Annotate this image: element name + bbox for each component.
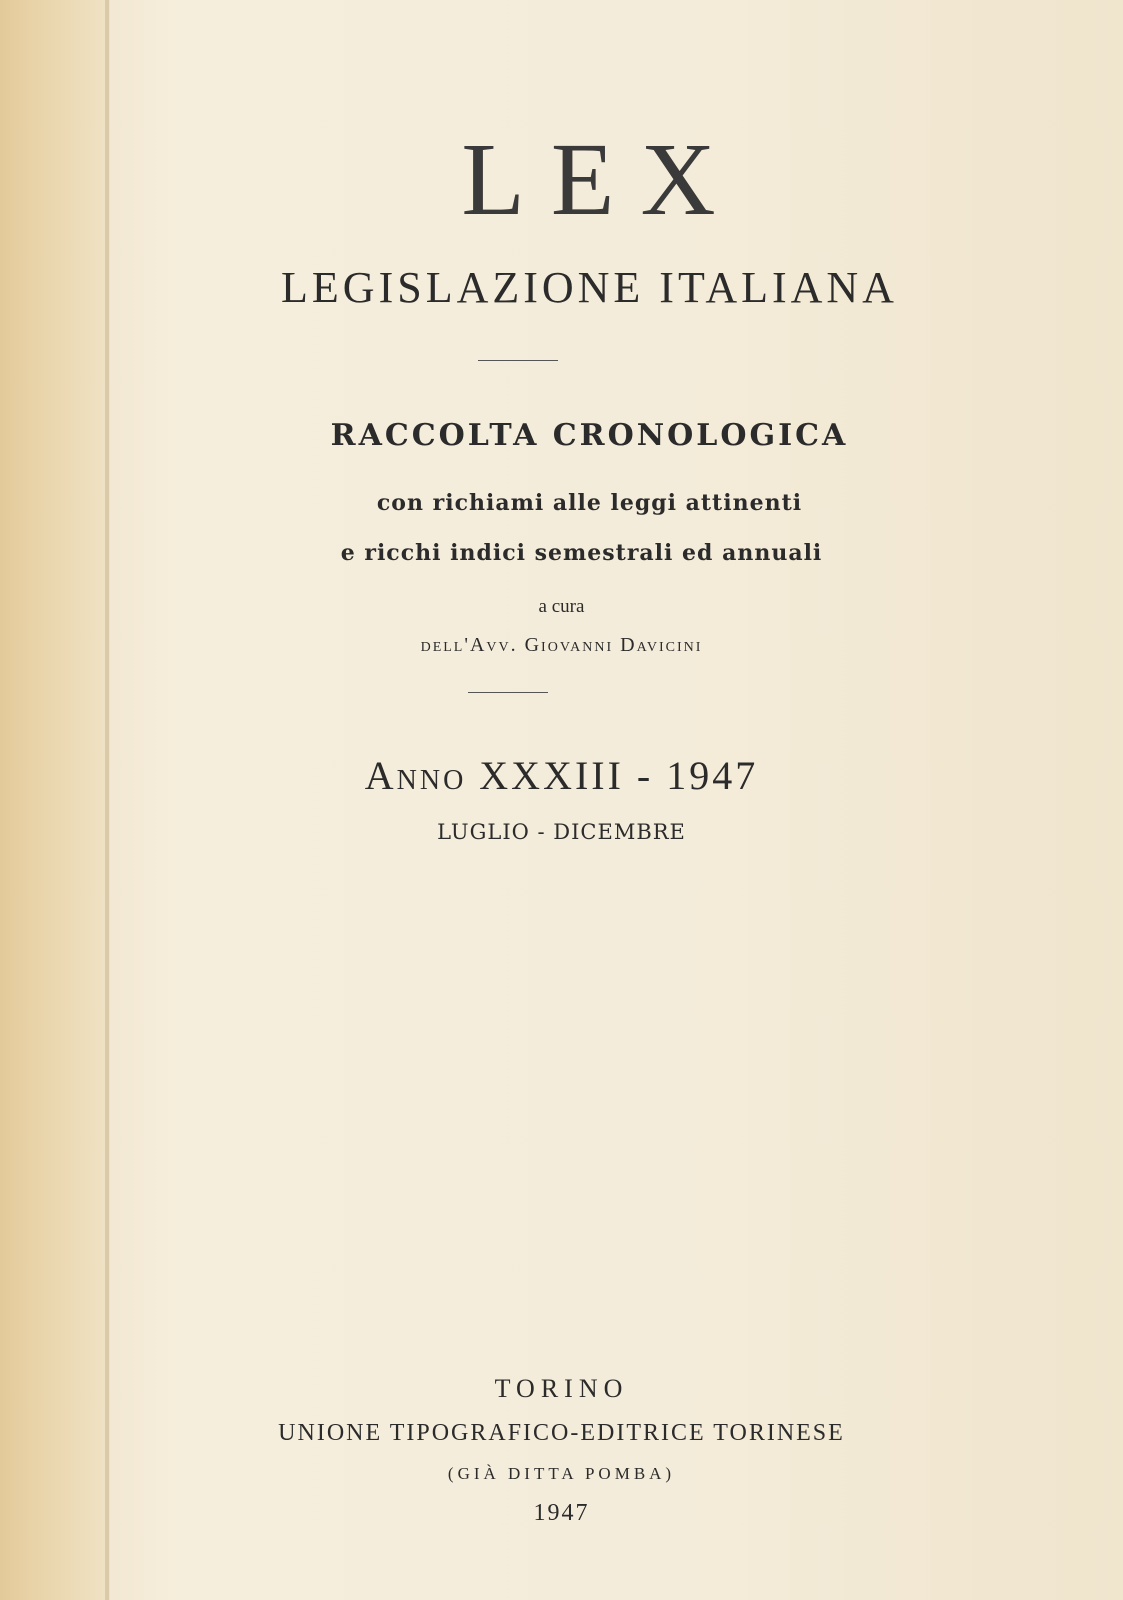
imprint-city: TORINO <box>494 1374 629 1403</box>
imprint-former-name: (GIÀ DITTA POMBA) <box>447 1464 676 1483</box>
description-line-2: e ricchi indici semestrali ed annuali <box>340 540 823 566</box>
volume-period: LUGLIO - DICEMBRE <box>437 820 686 844</box>
edited-by-label: a cura <box>538 596 585 617</box>
editor-name: dell'Avv. Giovanni Davicini <box>420 634 703 656</box>
volume-year: Anno XXXIII - 1947 <box>364 753 759 798</box>
description-line-1: con richiami alle leggi attinenti <box>376 490 803 516</box>
journal-title: LEX <box>461 122 742 237</box>
page-fold <box>105 0 109 1600</box>
journal-subtitle: LEGISLAZIONE ITALIANA <box>281 263 898 312</box>
divider-top <box>478 360 558 361</box>
divider-middle <box>468 692 548 693</box>
collection-heading: RACCOLTA CRONOLOGICA <box>330 418 849 453</box>
imprint-year: 1947 <box>533 1500 590 1526</box>
imprint-publisher: UNIONE TIPOGRAFICO-EDITRICE TORINESE <box>278 1420 845 1446</box>
book-spine-shadow <box>0 0 110 1600</box>
